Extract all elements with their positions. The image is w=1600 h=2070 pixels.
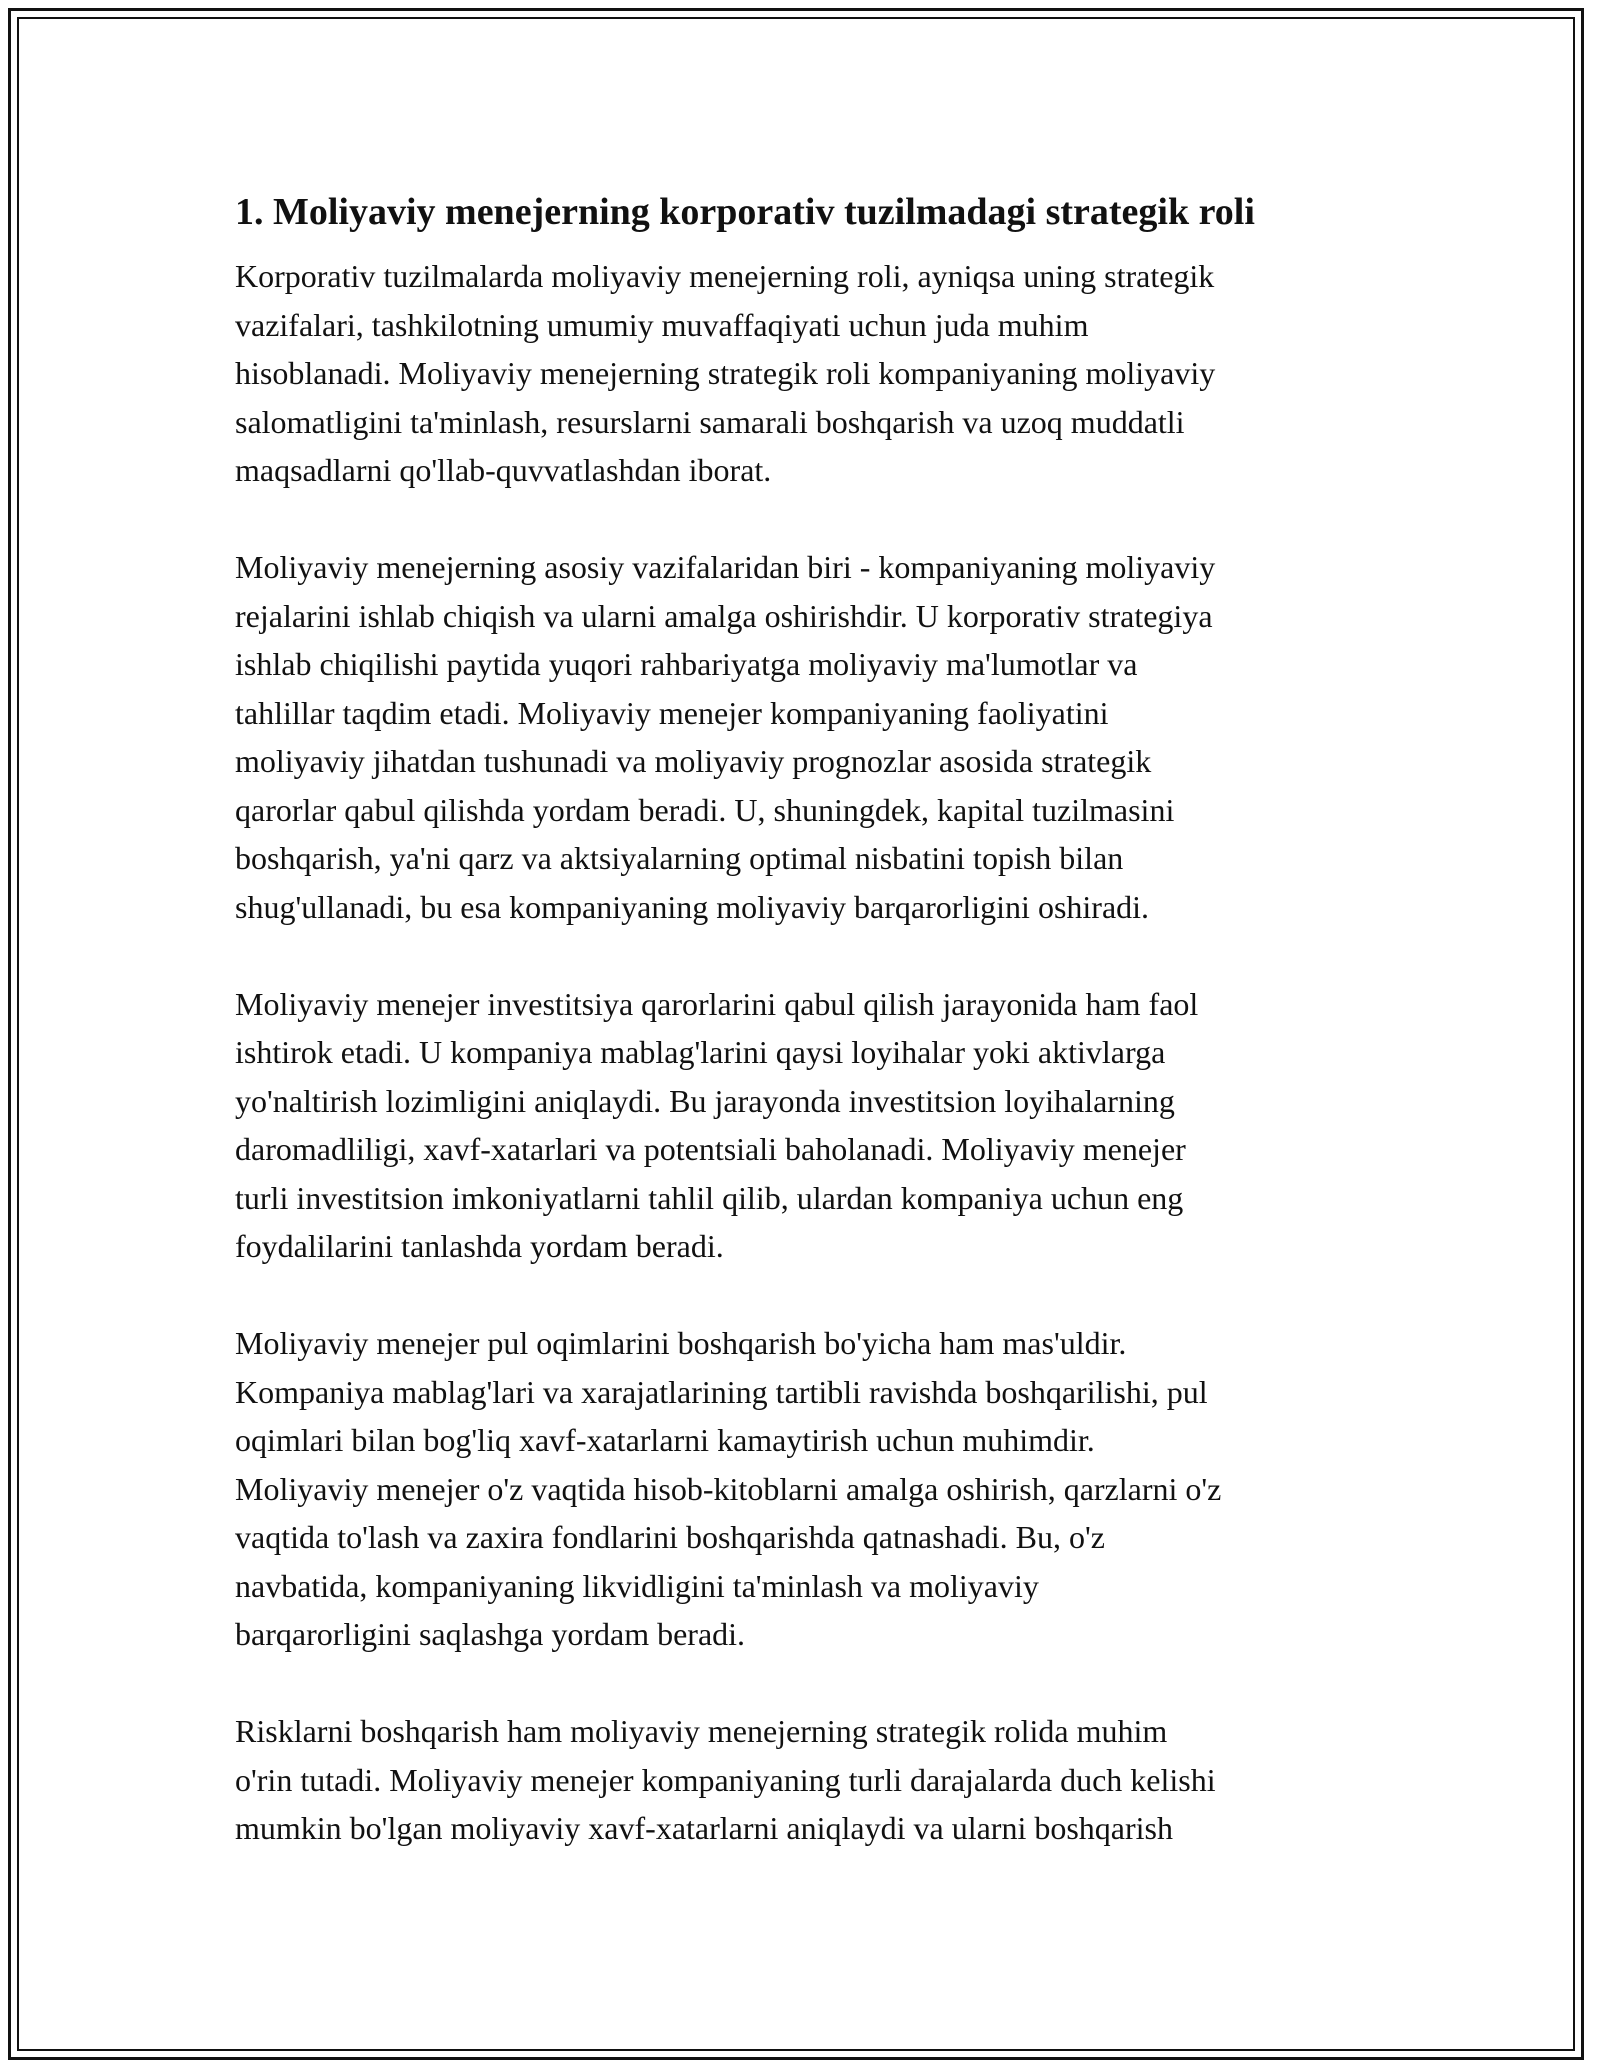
paragraph-4 xyxy=(235,1319,1375,1659)
text-line: Moliyaviy menejer investitsiya qarorlarini qabul qilish jarayonida ham faol xyxy=(235,985,1199,1022)
text-line: ishtirok etadi. U kompaniya mablag'larini qaysi loyihalar yoki aktivlarga xyxy=(235,1034,1166,1070)
text-line: yo'naltirish lozimligini aniqlaydi. Bu jarayonda investitsion loyihalarning xyxy=(235,1082,1175,1119)
text-line: Kompaniya mablag'lari va xarajatlarining tartibli ravishda boshqarilishi, pul xyxy=(235,1373,1208,1410)
text-line: moliyaviy jihatdan tushunadi va moliyaviy prognozlar asosida strategik xyxy=(235,743,1152,779)
text-line: Moliyaviy menejer pul oqimlarini boshqarish bo'yicha ham mas'uldir. xyxy=(235,1325,1127,1361)
text-line: Korporativ tuzilmalarda moliyaviy menejerning roli, ayniqsa uning strategik xyxy=(235,258,1215,294)
text-line: maqsadlarni qo'llab-quvvatlashdan iborat. xyxy=(235,452,772,488)
text-line: tahlillar taqdim etadi. Moliyaviy menejer kompaniyaning faoliyatini xyxy=(235,694,1109,731)
text-line: ishlab chiqilishi paytida yuqori rahbariyatga moliyaviy ma'lumotlar va xyxy=(235,646,1138,682)
text-line: mumkin bo'lgan moliyaviy xavf-xatarlarni aniqlaydi va ularni boshqarish xyxy=(235,1810,1173,1846)
text-line: hisoblanadi. Moliyaviy menejerning strategik roli kompaniyaning moliyaviy xyxy=(235,355,1216,391)
document-body xyxy=(235,186,1375,1901)
text-line: boshqarish, ya'ni qarz va aktsiyalarning optimal nisbatini topish bilan xyxy=(235,840,1124,876)
text-line: Moliyaviy menejer o'z vaqtida hisob-kitoblarni amalga oshirish, qarzlarni o'z xyxy=(235,1470,1222,1507)
text-line: vaqtida to'lash va zaxira fondlarini boshqarishda qatnashadi. Bu, o'z xyxy=(235,1519,1105,1555)
paragraph-3 xyxy=(235,980,1375,1271)
text-line: salomatligini ta'minlash, resurslarni samarali boshqarish va uzoq muddatli xyxy=(235,403,1185,440)
text-line: daromadliligi, xavf-xatarlari va potentsiali baholanadi. Moliyaviy menejer xyxy=(235,1131,1186,1167)
text-line: o'rin tutadi. Moliyaviy menejer kompaniyaning turli darajalarda duch kelishi xyxy=(235,1761,1216,1798)
paragraph-2 xyxy=(235,543,1375,931)
text-line: rejalarini ishlab chiqish va ularni amalga oshirishdir. U korporativ strategiya xyxy=(235,597,1213,634)
paragraph-1 xyxy=(235,252,1375,495)
paragraph-5 xyxy=(235,1707,1375,1853)
text-line: qarorlar qabul qilishda yordam beradi. U, shuningdek, kapital tuzilmasini xyxy=(235,791,1175,828)
text-line: foydalilarini tanlashda yordam beradi. xyxy=(235,1228,724,1264)
text-line: Risklarni boshqarish ham moliyaviy menejerning strategik rolida muhim xyxy=(235,1713,1168,1749)
text-line: navbatida, kompaniyaning likvidligini ta'minlash va moliyaviy xyxy=(235,1567,1039,1604)
text-line: Moliyaviy menejerning asosiy vazifalaridan biri - kompaniyaning moliyaviy xyxy=(235,549,1216,585)
text-line: turli investitsion imkoniyatlarni tahlil qilib, ulardan kompaniya uchun eng xyxy=(235,1179,1184,1216)
text-line: barqarorligini saqlashga yordam beradi. xyxy=(235,1616,746,1652)
section-heading: 1. Moliyaviy menejerning korporativ tuzilmadagi strategik roli xyxy=(235,191,1255,233)
text-line: oqimlari bilan bog'liq xavf-xatarlarni kamaytirish uchun muhimdir. xyxy=(235,1422,1095,1458)
text-line: shug'ullanadi, bu esa kompaniyaning moliyaviy barqarorligini oshiradi. xyxy=(235,888,1150,925)
text-line: vazifalari, tashkilotning umumiy muvaffaqiyati uchun juda muhim xyxy=(235,306,1089,343)
